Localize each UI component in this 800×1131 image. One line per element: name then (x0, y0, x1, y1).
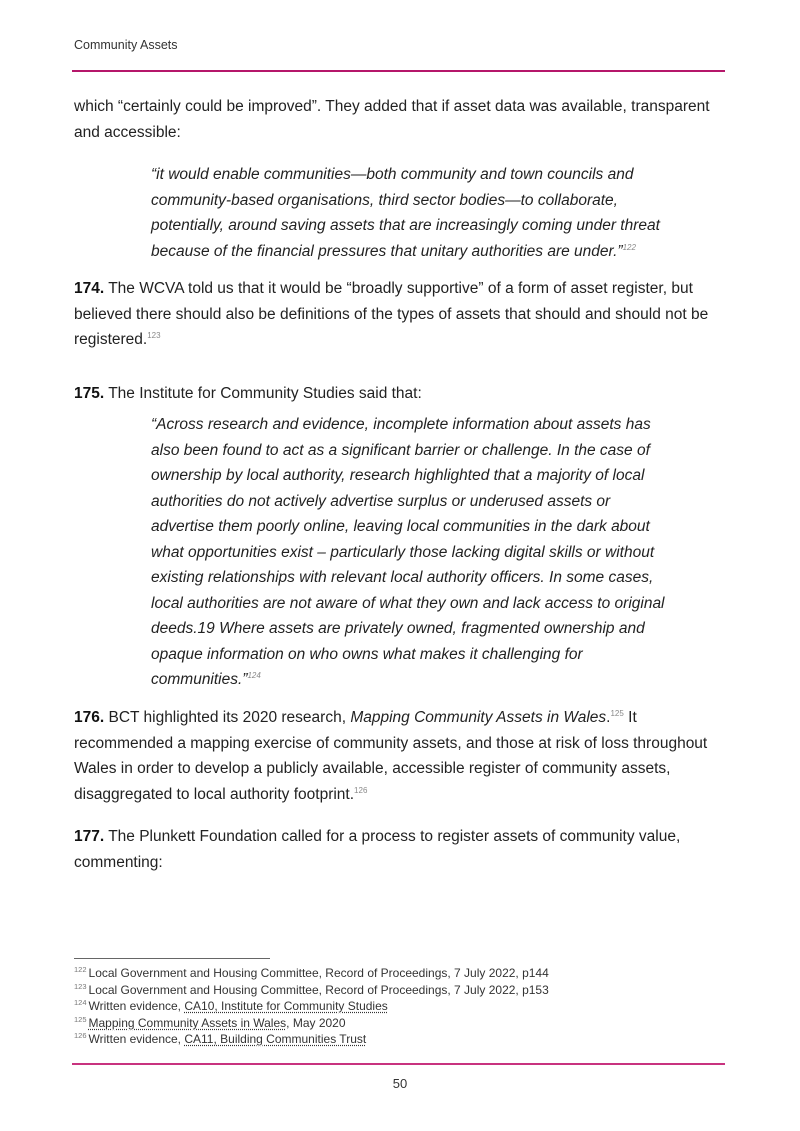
paragraph-number: 175. (74, 385, 105, 402)
footnote-ref-123[interactable]: 123 (147, 330, 161, 340)
footer-divider (72, 1063, 725, 1065)
paragraph-176-text: . (606, 709, 611, 726)
report-title: Mapping Community Assets in Wales (350, 709, 607, 726)
footnote-ref-126[interactable]: 126 (354, 785, 368, 795)
paragraph-176 (74, 705, 714, 807)
footnote-link-mapping-report[interactable]: Mapping Community Assets in Wales (88, 1015, 287, 1030)
footnote-item (74, 965, 694, 982)
footnote-separator (74, 958, 270, 959)
footnote-text: Written evidence, (88, 1032, 185, 1046)
header-divider (72, 70, 725, 72)
footnote-number: 122 (74, 965, 87, 974)
footnote-ref-124[interactable]: 124 (247, 670, 261, 680)
footnote-ref-125[interactable]: 125 (610, 708, 624, 718)
footnote-text: Written evidence, (88, 999, 185, 1013)
page-number: 50 (392, 1076, 408, 1091)
paragraph-number: 174. (74, 280, 105, 297)
footnotes-list (74, 965, 694, 1048)
quote-block-1 (151, 162, 671, 264)
footnote-number: 125 (74, 1014, 87, 1024)
quote-block-2 (151, 412, 676, 693)
paragraph-177-text: The Plunkett Foundation called for a process to register assets of community value, commenting: (74, 828, 681, 871)
footnote-item (74, 998, 694, 1015)
paragraph-176-text: It recommended a mapping exercise of community assets, and those at risk of loss throughout Wales in order to develop a publicly available, accessible register of community assets, disaggregated to local authority footprint. (74, 709, 708, 803)
paragraph-175 (74, 381, 714, 407)
paragraph-174 (74, 276, 714, 353)
paragraph-174-text: The WCVA told us that it would be “broadly supportive” of a form of asset register, but believed there should also be definitions of the types of assets that should and should not be registered. (74, 280, 709, 348)
footnote-item (74, 1015, 694, 1032)
intro-paragraph (74, 94, 714, 145)
quote-1-text: “it would enable communities—both community and town councils and community-based organisations, third sector bodies—to collaborate, potentially, around saving assets that are increasingly coming under threat because of the financial pressures that unitary authorities are under.” (151, 166, 660, 260)
footnote-item (74, 982, 694, 999)
footnote-number: 126 (74, 1031, 87, 1040)
paragraph-177 (74, 824, 714, 875)
paragraph-number: 176. (74, 709, 105, 726)
footnote-item (74, 1031, 694, 1048)
running-header-title: Community Assets (74, 38, 178, 52)
footnote-number: 123 (74, 981, 87, 991)
paragraph-176-text: BCT highlighted its 2020 research, (104, 709, 351, 726)
paragraph-number: 177. (74, 828, 105, 845)
footnote-text: Local Government and Housing Committee, Record of Proceedings, 7 July 2022, p144 (88, 966, 549, 980)
paragraph-175-text: The Institute for Community Studies said that: (104, 385, 422, 402)
footnote-link-ca10[interactable]: CA10, Institute for Community Studies (184, 999, 388, 1013)
footnote-ref-122[interactable]: 122 (622, 242, 636, 252)
footnote-link-ca11[interactable]: CA11, Building Communities Trust (184, 1032, 367, 1046)
footnote-text: , May 2020 (286, 1015, 346, 1030)
footnote-text: Local Government and Housing Committee, Record of Proceedings, 7 July 2022, p153 (88, 982, 549, 997)
intro-text: which “certainly could be improved”. They added that if asset data was available, transparent and accessible: (74, 98, 710, 141)
quote-2-text: “Across research and evidence, incomplete information about assets has also been found to act as a significant barrier or challenge. In the case of ownership by local authority, research highlighted that a majority of local authorities do not actively advertise surplus or underused assets or advertise them poorly online, leaving local communities in the dark about what opportunities exist – particularly those lacking digital skills or without existing relationships with relevant local authority officers. In some cases, local authorities are not aware of what they own and lack access to original deeds.19 Where assets are privately owned, fragmented ownership and opaque information on who owns what makes it challenging for communities.” (151, 416, 665, 688)
footnote-number: 124 (74, 998, 87, 1007)
